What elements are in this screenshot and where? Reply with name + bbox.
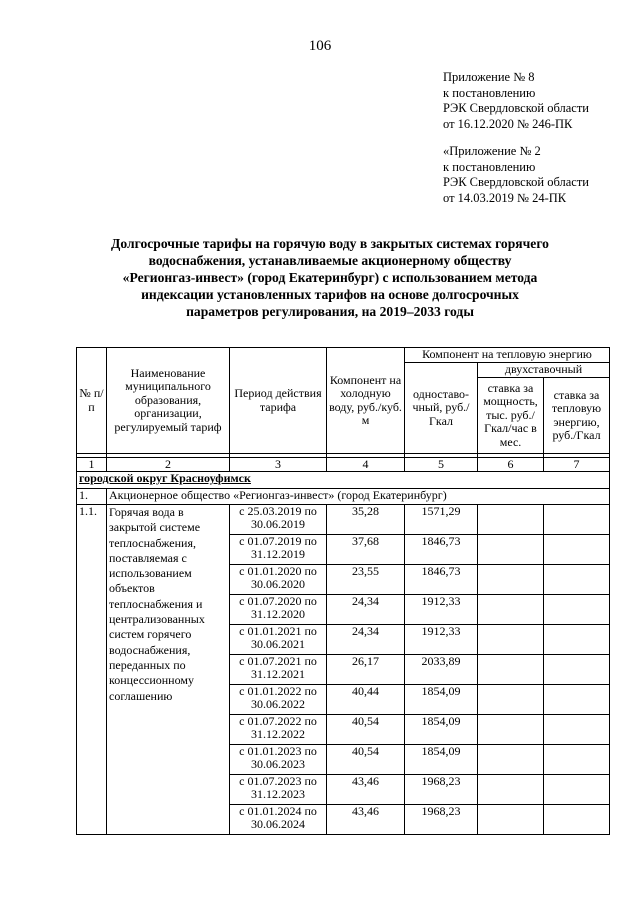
cold-water-value: 43,46	[327, 805, 405, 835]
energy-rate-value	[544, 505, 610, 535]
capacity-rate-value	[478, 745, 544, 775]
energy-rate-value	[544, 535, 610, 565]
single-rate-value: 1912,33	[405, 595, 478, 625]
single-rate-value: 1854,09	[405, 745, 478, 775]
cold-water-value: 43,46	[327, 775, 405, 805]
capacity-rate-value	[478, 535, 544, 565]
column-number: 2	[107, 458, 230, 472]
single-rate-value: 1571,29	[405, 505, 478, 535]
single-rate-value: 1854,09	[405, 685, 478, 715]
column-number: 5	[405, 458, 478, 472]
appendix-reference-original	[443, 144, 633, 206]
single-rate-value: 2033,89	[405, 655, 478, 685]
tariff-period: с 01.01.2020 по 30.06.2020	[230, 565, 327, 595]
column-number: 3	[230, 458, 327, 472]
item-description: Горячая вода в закрытой системе теплоснабжения, поставляемая с использованием объектов теплоснабжения и централизованных систем горячего водоснабжения, переданных по концессионному соглашению	[107, 505, 230, 835]
tariff-period: с 01.01.2024 по 30.06.2024	[230, 805, 327, 835]
single-rate-value: 1846,73	[405, 565, 478, 595]
energy-rate-value	[544, 715, 610, 745]
header-number: № п/п	[77, 348, 107, 454]
header-two-part: двухставочный	[478, 363, 610, 378]
org-name: Акционерное общество «Регионгаз-инвест» (город Екатеринбург)	[107, 489, 610, 505]
title-line: водоснабжения, устанавливаемые акционерному обществу	[148, 253, 512, 268]
tariff-period: с 01.07.2020 по 31.12.2020	[230, 595, 327, 625]
header-period: Период действия тарифа	[230, 348, 327, 454]
single-rate-value: 1968,23	[405, 805, 478, 835]
column-number: 4	[327, 458, 405, 472]
title-line: параметров регулирования, на 2019–2033 годы	[186, 304, 474, 319]
capacity-rate-value	[478, 775, 544, 805]
energy-rate-value	[544, 655, 610, 685]
tariff-period: с 01.07.2023 по 31.12.2023	[230, 775, 327, 805]
title-line: «Регионгаз-инвест» (город Екатеринбург) с использованием метода	[122, 270, 538, 285]
appendix-line: РЭК Свердловской области	[443, 101, 589, 115]
title-line: индексации установленных тарифов на основе долгосрочных	[141, 287, 519, 302]
appendix-line: «Приложение № 2	[443, 144, 541, 158]
cold-water-value: 37,68	[327, 535, 405, 565]
appendix-line: к постановлению	[443, 85, 536, 100]
title-line: Долгосрочные тарифы на горячую воду в закрытых системах горячего	[111, 236, 549, 251]
capacity-rate-value	[478, 565, 544, 595]
region-name: городской округ Красноуфимск	[77, 472, 610, 489]
capacity-rate-value	[478, 595, 544, 625]
tariff-period: с 01.07.2019 по 31.12.2019	[230, 535, 327, 565]
cold-water-value: 40,54	[327, 745, 405, 775]
single-rate-value: 1968,23	[405, 775, 478, 805]
energy-rate-value	[544, 805, 610, 835]
tariff-period: с 25.03.2019 по 30.06.2019	[230, 505, 327, 535]
single-rate-value: 1846,73	[405, 535, 478, 565]
cold-water-value: 24,34	[327, 625, 405, 655]
capacity-rate-value	[478, 715, 544, 745]
table-row	[77, 505, 610, 535]
appendix-line: РЭК Свердловской области	[443, 175, 589, 189]
capacity-rate-value	[478, 805, 544, 835]
org-number: 1.	[77, 489, 107, 505]
header-capacity-rate: ставка за мощность, тыс. руб./Гкал/час в мес.	[478, 378, 544, 454]
column-number: 7	[544, 458, 610, 472]
tariff-period: с 01.07.2022 по 31.12.2022	[230, 715, 327, 745]
header-name: Наименование муниципального образования, организации, регулируемый тариф	[107, 348, 230, 454]
header-thermal-energy: Компонент на тепловую энергию	[405, 348, 610, 363]
appendix-line: от 16.12.2020 № 246-ПК	[443, 116, 573, 131]
cold-water-value: 23,55	[327, 565, 405, 595]
cold-water-value: 24,34	[327, 595, 405, 625]
header-cold-water: Компонент на холодную воду, руб./куб. м	[327, 348, 405, 454]
appendix-line: Приложение № 8	[443, 70, 535, 84]
tariff-period: с 01.01.2023 по 30.06.2023	[230, 745, 327, 775]
capacity-rate-value	[478, 505, 544, 535]
appendix-reference-current	[443, 70, 633, 132]
capacity-rate-value	[478, 685, 544, 715]
single-rate-value: 1912,33	[405, 625, 478, 655]
capacity-rate-value	[478, 625, 544, 655]
item-number: 1.1.	[77, 505, 107, 835]
tariff-period: с 01.01.2021 по 30.06.2021	[230, 625, 327, 655]
energy-rate-value	[544, 565, 610, 595]
tariff-table	[76, 347, 610, 835]
column-number: 6	[478, 458, 544, 472]
appendix-line: к постановлению	[443, 159, 536, 174]
energy-rate-value	[544, 595, 610, 625]
tariff-period: с 01.07.2021 по 31.12.2021	[230, 655, 327, 685]
cold-water-value: 26,17	[327, 655, 405, 685]
capacity-rate-value	[478, 655, 544, 685]
single-rate-value: 1854,09	[405, 715, 478, 745]
energy-rate-value	[544, 775, 610, 805]
page-number: 106	[308, 38, 332, 54]
cold-water-value: 35,28	[327, 505, 405, 535]
energy-rate-value	[544, 745, 610, 775]
column-number: 1	[77, 458, 107, 472]
energy-rate-value	[544, 625, 610, 655]
appendix-line: от 14.03.2019 № 24-ПК	[443, 190, 567, 205]
header-single-rate: одноставо-чный, руб./Гкал	[405, 363, 478, 454]
cold-water-value: 40,54	[327, 715, 405, 745]
cold-water-value: 40,44	[327, 685, 405, 715]
energy-rate-value	[544, 685, 610, 715]
header-energy-rate: ставка за тепловую энергию, руб./Гкал	[544, 378, 610, 454]
tariff-period: с 01.01.2022 по 30.06.2022	[230, 685, 327, 715]
document-title	[60, 235, 600, 320]
